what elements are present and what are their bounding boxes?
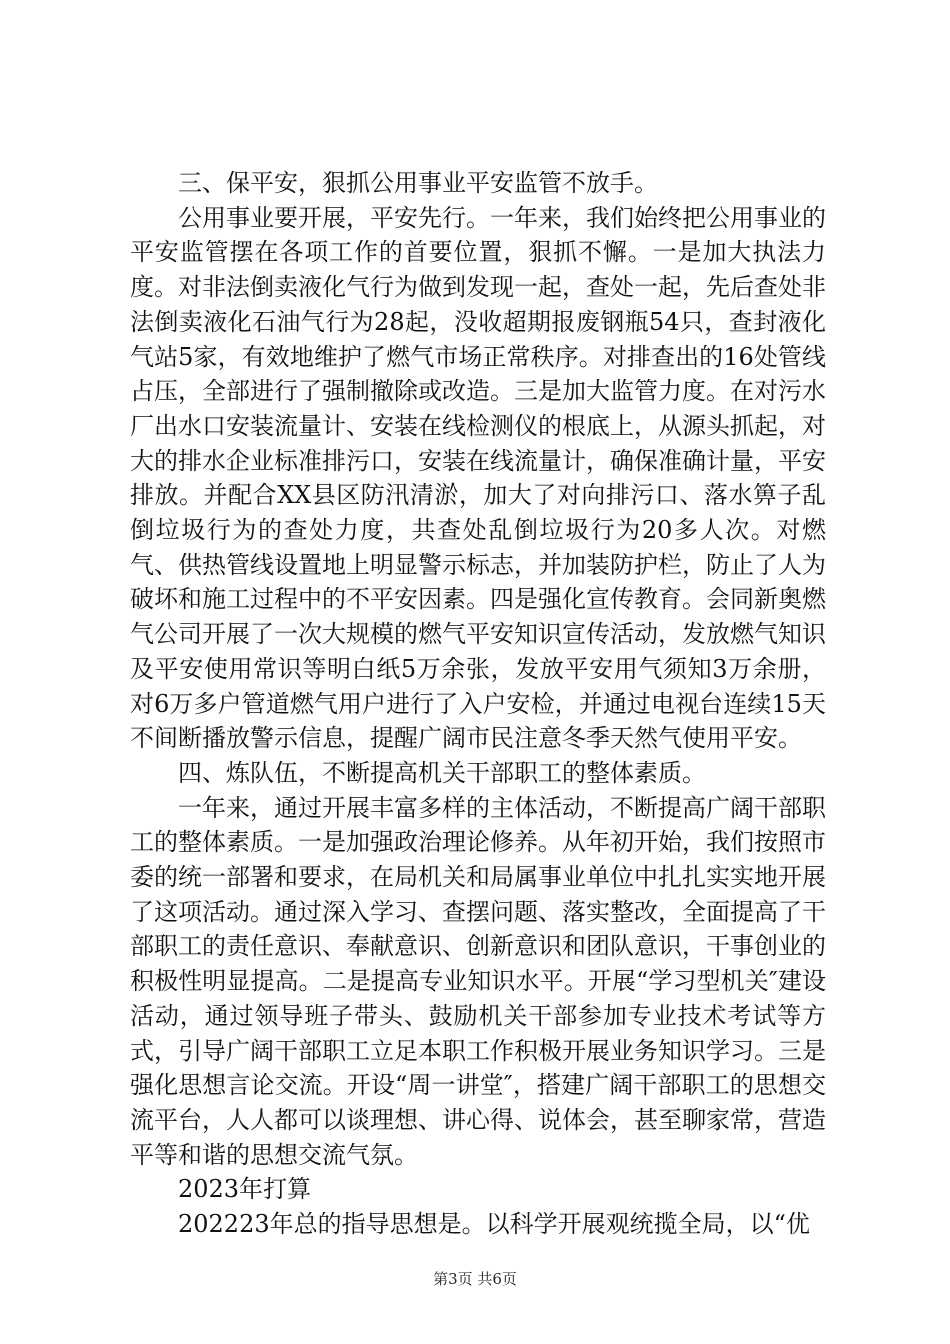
section-heading-4: 四、炼队伍，不断提高机关干部职工的整体素质。 [178,758,706,787]
section-heading-3: 三、保平安，狠抓公用事业平安监管不放手。 [178,169,658,197]
paragraph-guiding-thought: 202223年总的指导思想是。以科学开展观统揽全局，以“优 [178,1210,810,1239]
paragraph-staff-quality: 一年来，通过开展丰富多样的主体活动，不断提高广阔干部职工的整体素质。一是加强政治理论修养。从年初开始，我们按照市委的统一部署和要求，在局机关和局属事业单位中扎扎实实地开展了这项活动。通过深入学习、查摆问题、落实整改，全面提高了干部职工的责任意识、奉献意识、创新意识和团队意识，干事创业的积极性明显提高。二是提高专业知识水平。开展“学习型机关″建设活动，通过领导班子带头、鼓励机关干部参加专业技术考试等方式，引导广阔干部职工立足本职工作积极开展业务知识学习。三是强化思想言论交流。开设“周一讲堂″，搭建广阔干部职工的思想交流平台，人人都可以谈理想、讲心得、说体会，甚至聊家常，营造平等和谐的思想交流气氛。 [130,793,826,1169]
page-number-footer: 第3页 共6页 [433,1270,517,1288]
paragraph-safety-supervision: 公用事业要开展，平安先行。一年来，我们始终把公用事业的平安监管摆在各项工作的首要位置，狠抓不懈。一是加大执法力度。对非法倒卖液化气行为做到发现一起，查处一起，先后查处非法倒卖液化石油气行为28起，没收超期报废钢瓶54只，查封液化气站5家，有效地维护了燃气市场正常秩序。对排查出的16处管线占压，全部进行了强制撤除或改造。三是加大监管力度。在对污水厂出水口安装流量计、安装在线检测仪的根底上，从源头抓起，对大的排水企业标准排污口，安装在线流量计，确保准确计量，平安排放。并配合XX县区防汛清淤，加大了对向排污口、落水箅子乱倒垃圾行为的查处力度，共查处乱倒垃圾行为20多人次。对燃气、供热管线设置地上明显警示标志，并加装防护栏，防止了人为破坏和施工过程中的不平安因素。四是强化宣传教育。会同新奥燃气公司开展了一次大规模的燃气平安知识宣传活动，发放燃气知识及平安使用常识等明白纸5万余张，发放平安用气须知3万余册，对6万多户管道燃气用户进行了入户安检，并通过电视台连续15天不间断播放警示信息，提醒广阔市民注意冬季天然气使用平安。 [130,203,826,753]
plan-heading: 2023年打算 [178,1175,312,1204]
document-body [130,166,826,1242]
